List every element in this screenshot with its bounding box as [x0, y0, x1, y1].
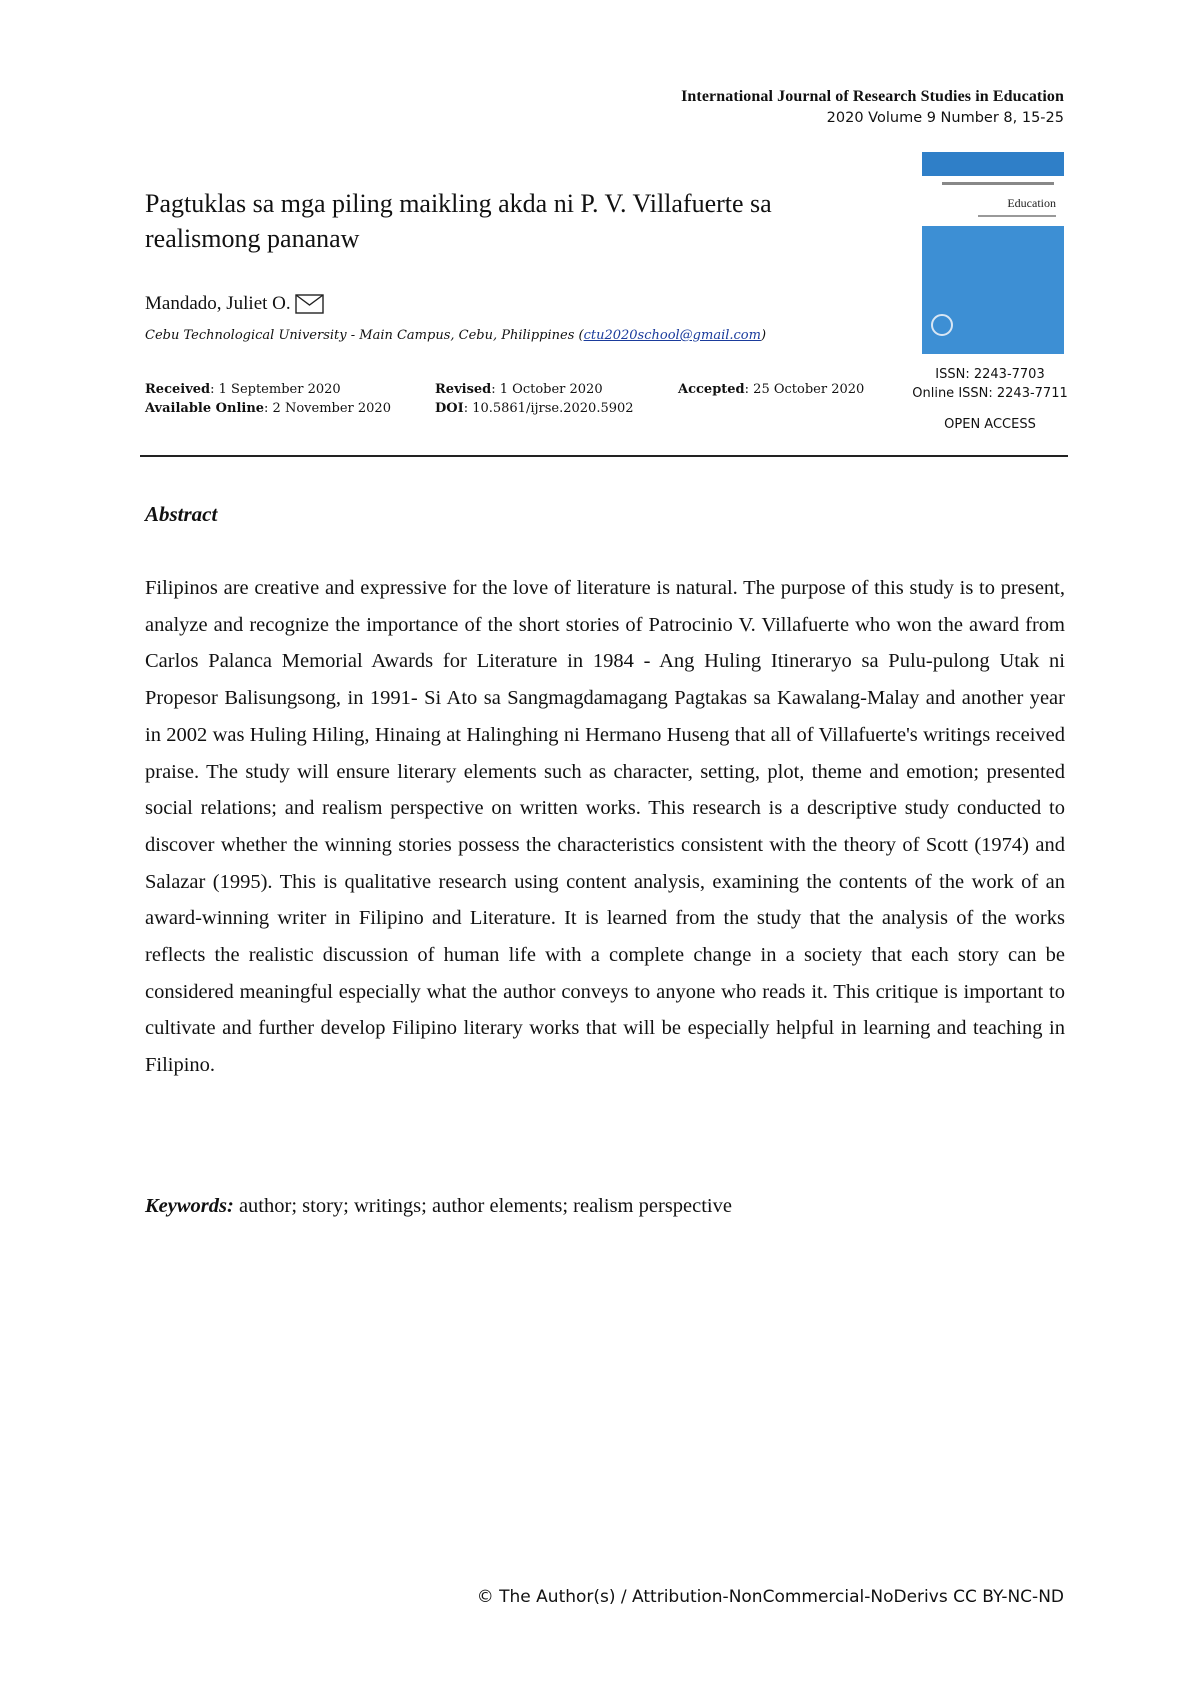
journal-header	[681, 88, 1064, 126]
article-title: Pagtuklas sa mga piling maikling akda ni P. V. Villafuerte sa realismong pananaw	[145, 189, 772, 253]
abstract-heading: Abstract	[145, 502, 218, 526]
revised-label: Revised	[435, 382, 492, 397]
revised-date	[435, 382, 603, 397]
accepted-label: Accepted	[678, 382, 745, 397]
doi	[435, 401, 634, 416]
keywords	[145, 1195, 732, 1218]
doi-value[interactable]: : 10.5861/ijrse.2020.5902	[463, 401, 634, 416]
issn-block	[910, 365, 1070, 434]
keywords-label: Keywords:	[145, 1195, 234, 1217]
doi-label: DOI	[435, 401, 464, 416]
issn-print: ISSN: 2243-7703	[935, 367, 1045, 382]
online-label: Available Online	[145, 401, 265, 416]
abstract-body: Filipinos are creative and expressive for the love of literature is natural. The purpose of this study is to present, analyze and recognize the importance of the short stories of Patrocinio V. Villafuerte who won the award from Carlos Palanca Memorial Awards for Literature in 1984 - Ang Huling Itineraryo sa Pulu-pulong Utak ni Propesor Balisungsong, in 1991- Si Ato sa Sangmagdamagang Pagtakas sa Kawalang-Malay and another year in 2002 was Huling Hiling, Hinaing at Halinghing ni Hermano Huseng that all of Villafuerte's writings received praise. The study will ensure literary elements such as character, setting, plot, theme and emotion; presented social relations; and realism perspective on written works. This research is a descriptive study conducted to discover whether the winning stories possess the characteristics consistent with the theory of Scott (1974) and Salazar (1995). This is qualitative research using content analysis, examining the contents of the work of an award-winning writer in Filipino and Literature. It is learned from the study that the analysis of the works reflects the realistic discussion of human life with a complete change in a society that each story can be considered meaningful especially what the author conveys to anyone who reads it. This critique is important to cultivate and further develop Filipino literary works that will be especially helpful in learning and teaching in Filipino.	[145, 577, 1065, 1077]
keywords-text: author; story; writings; author elements; realism perspective	[233, 1195, 732, 1217]
received-date	[145, 382, 341, 397]
issn-online: Online ISSN: 2243-7711	[912, 386, 1068, 401]
cover-emblem-icon	[931, 314, 953, 336]
affiliation-end: )	[760, 328, 767, 343]
envelope-icon[interactable]	[295, 294, 324, 314]
cover-label: Education	[1007, 196, 1056, 210]
author-line	[145, 293, 324, 315]
online-date	[145, 401, 391, 416]
author-affiliation	[145, 328, 766, 343]
affiliation-text: Cebu Technological University - Main Campus, Cebu, Philippines (	[145, 328, 584, 343]
revised-value: : 1 October 2020	[491, 382, 603, 397]
journal-cover-image	[922, 152, 1064, 354]
open-access-label: OPEN ACCESS	[944, 417, 1036, 432]
received-label: Received	[145, 382, 211, 397]
license-footer: © The Author(s) / Attribution-NonCommercial-NoDerivs CC BY-NC-ND	[476, 1587, 1064, 1607]
header-divider	[140, 455, 1068, 457]
accepted-date	[678, 382, 864, 397]
online-value: : 2 November 2020	[264, 401, 391, 416]
received-value: : 1 September 2020	[210, 382, 341, 397]
journal-issue: 2020 Volume 9 Number 8, 15-25	[826, 110, 1064, 126]
author-email-link[interactable]: ctu2020school@gmail.com	[583, 328, 761, 343]
journal-name: International Journal of Research Studies in Education	[681, 88, 1064, 105]
author-name: Mandado, Juliet O.	[145, 293, 291, 314]
accepted-value: : 25 October 2020	[744, 382, 865, 397]
